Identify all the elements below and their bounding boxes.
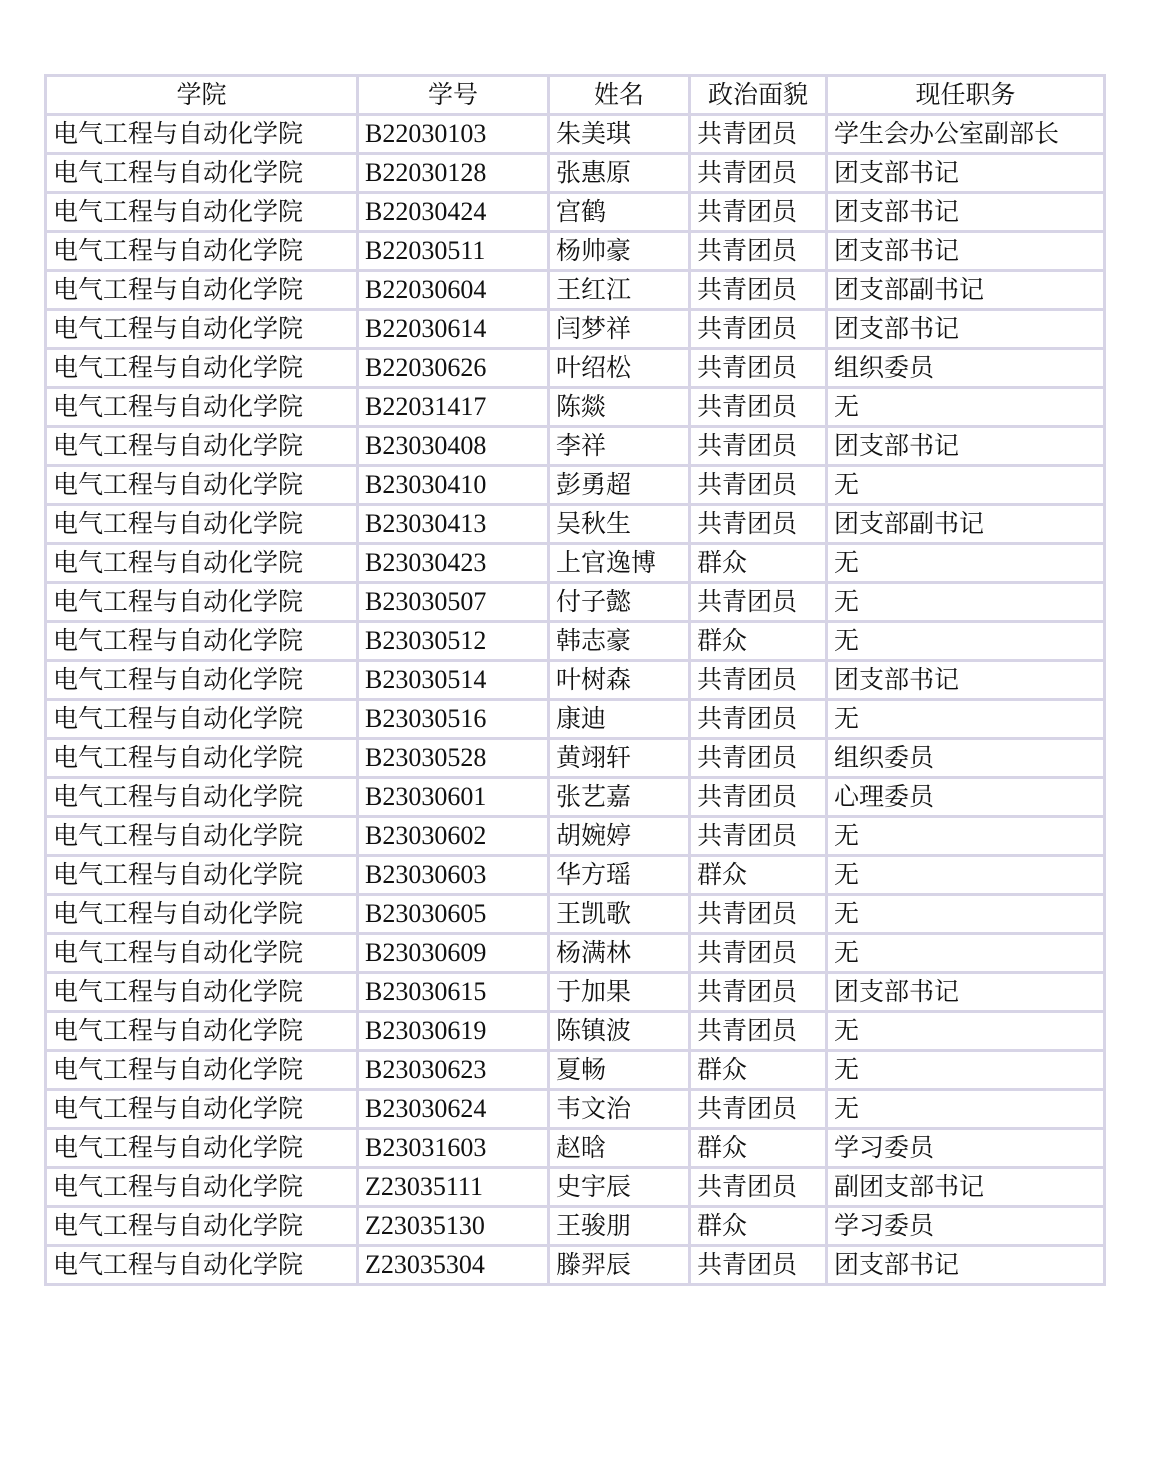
student-roster-table [44,74,1106,1286]
table-row [46,739,1105,778]
cell-college: 电气工程与自动化学院 [46,1051,358,1090]
cell-political-status: 共青团员 [690,466,827,505]
cell-name: 陈燚 [549,388,690,427]
cell-current-position: 学习委员 [827,1207,1105,1246]
cell-political-status: 共青团员 [690,193,827,232]
table-row [46,115,1105,154]
table-row [46,700,1105,739]
table-row [46,856,1105,895]
table-row [46,1090,1105,1129]
table-row [46,349,1105,388]
cell-name: 韦文治 [549,1090,690,1129]
cell-political-status: 群众 [690,1207,827,1246]
cell-current-position: 团支部书记 [827,232,1105,271]
cell-name: 康迪 [549,700,690,739]
cell-political-status: 群众 [690,1129,827,1168]
cell-student-id: B23030603 [358,856,549,895]
cell-student-id: B23030516 [358,700,549,739]
cell-current-position: 心理委员 [827,778,1105,817]
table-row [46,388,1105,427]
cell-student-id: B23030601 [358,778,549,817]
cell-political-status: 共青团员 [690,817,827,856]
cell-college: 电气工程与自动化学院 [46,583,358,622]
table-row [46,1207,1105,1246]
cell-college: 电气工程与自动化学院 [46,115,358,154]
table-row [46,154,1105,193]
cell-college: 电气工程与自动化学院 [46,739,358,778]
cell-current-position: 团支部副书记 [827,271,1105,310]
cell-name: 闫梦祥 [549,310,690,349]
cell-college: 电气工程与自动化学院 [46,388,358,427]
cell-college: 电气工程与自动化学院 [46,934,358,973]
cell-name: 胡婉婷 [549,817,690,856]
cell-student-id: Z23035111 [358,1168,549,1207]
cell-student-id: B22031417 [358,388,549,427]
cell-name: 吴秋生 [549,505,690,544]
cell-current-position: 无 [827,544,1105,583]
cell-student-id: B23031603 [358,1129,549,1168]
cell-student-id: B23030619 [358,1012,549,1051]
cell-current-position: 学习委员 [827,1129,1105,1168]
table-row [46,544,1105,583]
cell-student-id: B23030423 [358,544,549,583]
cell-political-status: 共青团员 [690,700,827,739]
cell-political-status: 共青团员 [690,661,827,700]
cell-current-position: 组织委员 [827,349,1105,388]
cell-student-id: B23030624 [358,1090,549,1129]
cell-current-position: 团支部书记 [827,973,1105,1012]
table-row [46,193,1105,232]
header-name: 姓名 [549,76,690,115]
cell-college: 电气工程与自动化学院 [46,232,358,271]
cell-current-position: 团支部书记 [827,661,1105,700]
cell-current-position: 团支部书记 [827,154,1105,193]
cell-political-status: 群众 [690,1051,827,1090]
cell-student-id: Z23035304 [358,1246,549,1285]
cell-current-position: 无 [827,934,1105,973]
table-body [46,115,1105,1285]
cell-student-id: B23030512 [358,622,549,661]
table-row [46,583,1105,622]
cell-current-position: 无 [827,1012,1105,1051]
table-row [46,505,1105,544]
table-header-row [46,76,1105,115]
table-row [46,1168,1105,1207]
cell-current-position: 无 [827,1051,1105,1090]
cell-current-position: 无 [827,388,1105,427]
table-row [46,1246,1105,1285]
cell-name: 杨帅豪 [549,232,690,271]
cell-student-id: B23030408 [358,427,549,466]
cell-political-status: 共青团员 [690,505,827,544]
cell-college: 电气工程与自动化学院 [46,1246,358,1285]
header-current-position: 现任职务 [827,76,1105,115]
cell-name: 于加果 [549,973,690,1012]
cell-name: 付子懿 [549,583,690,622]
cell-current-position: 团支部书记 [827,310,1105,349]
table-row [46,661,1105,700]
cell-name: 张惠原 [549,154,690,193]
cell-political-status: 共青团员 [690,1246,827,1285]
cell-name: 史宇辰 [549,1168,690,1207]
cell-name: 滕羿辰 [549,1246,690,1285]
table-row [46,973,1105,1012]
cell-student-id: B23030410 [358,466,549,505]
table-row [46,895,1105,934]
table-row [46,310,1105,349]
cell-college: 电气工程与自动化学院 [46,427,358,466]
cell-political-status: 共青团员 [690,973,827,1012]
table-row [46,778,1105,817]
cell-current-position: 无 [827,700,1105,739]
cell-student-id: B23030514 [358,661,549,700]
cell-name: 夏畅 [549,1051,690,1090]
cell-current-position: 学生会办公室副部长 [827,115,1105,154]
cell-political-status: 群众 [690,856,827,895]
cell-name: 杨满林 [549,934,690,973]
cell-college: 电气工程与自动化学院 [46,466,358,505]
table-row [46,466,1105,505]
cell-current-position: 无 [827,895,1105,934]
cell-name: 李祥 [549,427,690,466]
cell-student-id: B23030609 [358,934,549,973]
cell-student-id: B22030604 [358,271,549,310]
cell-name: 叶绍松 [549,349,690,388]
cell-political-status: 共青团员 [690,583,827,622]
cell-student-id: B23030602 [358,817,549,856]
cell-political-status: 共青团员 [690,349,827,388]
cell-political-status: 共青团员 [690,1168,827,1207]
cell-name: 张艺嘉 [549,778,690,817]
cell-political-status: 群众 [690,544,827,583]
cell-student-id: B23030605 [358,895,549,934]
cell-political-status: 共青团员 [690,154,827,193]
cell-name: 王红江 [549,271,690,310]
cell-student-id: B22030103 [358,115,549,154]
cell-college: 电气工程与自动化学院 [46,1207,358,1246]
cell-name: 赵晗 [549,1129,690,1168]
cell-name: 叶树森 [549,661,690,700]
cell-student-id: B23030528 [358,739,549,778]
cell-college: 电气工程与自动化学院 [46,154,358,193]
cell-current-position: 团支部书记 [827,193,1105,232]
header-political-status: 政治面貌 [690,76,827,115]
table-row [46,271,1105,310]
cell-current-position: 副团支部书记 [827,1168,1105,1207]
cell-name: 华方瑶 [549,856,690,895]
cell-political-status: 共青团员 [690,1090,827,1129]
cell-political-status: 共青团员 [690,271,827,310]
cell-college: 电气工程与自动化学院 [46,1012,358,1051]
cell-college: 电气工程与自动化学院 [46,817,358,856]
table-row [46,622,1105,661]
cell-college: 电气工程与自动化学院 [46,271,358,310]
cell-college: 电气工程与自动化学院 [46,778,358,817]
header-college: 学院 [46,76,358,115]
cell-student-id: B22030511 [358,232,549,271]
table-row [46,427,1105,466]
cell-current-position: 团支部副书记 [827,505,1105,544]
cell-current-position: 无 [827,1090,1105,1129]
cell-political-status: 共青团员 [690,232,827,271]
cell-current-position: 组织委员 [827,739,1105,778]
table-row [46,1129,1105,1168]
cell-name: 宫鹤 [549,193,690,232]
cell-political-status: 共青团员 [690,934,827,973]
cell-student-id: B22030614 [358,310,549,349]
cell-name: 王凯歌 [549,895,690,934]
cell-name: 朱美琪 [549,115,690,154]
cell-college: 电气工程与自动化学院 [46,1129,358,1168]
cell-political-status: 共青团员 [690,388,827,427]
cell-name: 上官逸博 [549,544,690,583]
cell-student-id: B22030626 [358,349,549,388]
cell-name: 韩志豪 [549,622,690,661]
cell-college: 电气工程与自动化学院 [46,193,358,232]
cell-current-position: 团支部书记 [827,1246,1105,1285]
table-row [46,1051,1105,1090]
table-row [46,817,1105,856]
cell-student-id: B23030413 [358,505,549,544]
cell-current-position: 无 [827,856,1105,895]
cell-student-id: B23030623 [358,1051,549,1090]
cell-political-status: 共青团员 [690,115,827,154]
cell-name: 彭勇超 [549,466,690,505]
cell-student-id: B23030507 [358,583,549,622]
cell-current-position: 无 [827,817,1105,856]
cell-political-status: 群众 [690,622,827,661]
cell-name: 王骏朋 [549,1207,690,1246]
cell-political-status: 共青团员 [690,1012,827,1051]
cell-college: 电气工程与自动化学院 [46,856,358,895]
table-row [46,1012,1105,1051]
cell-college: 电气工程与自动化学院 [46,544,358,583]
cell-college: 电气工程与自动化学院 [46,895,358,934]
header-student-id: 学号 [358,76,549,115]
cell-college: 电气工程与自动化学院 [46,973,358,1012]
cell-name: 陈镇波 [549,1012,690,1051]
cell-college: 电气工程与自动化学院 [46,700,358,739]
cell-current-position: 团支部书记 [827,427,1105,466]
cell-college: 电气工程与自动化学院 [46,1090,358,1129]
cell-student-id: B22030128 [358,154,549,193]
cell-college: 电气工程与自动化学院 [46,661,358,700]
cell-college: 电气工程与自动化学院 [46,349,358,388]
cell-student-id: B22030424 [358,193,549,232]
cell-political-status: 共青团员 [690,310,827,349]
cell-political-status: 共青团员 [690,778,827,817]
cell-college: 电气工程与自动化学院 [46,1168,358,1207]
cell-college: 电气工程与自动化学院 [46,622,358,661]
cell-student-id: B23030615 [358,973,549,1012]
cell-college: 电气工程与自动化学院 [46,505,358,544]
table-row [46,934,1105,973]
cell-current-position: 无 [827,583,1105,622]
cell-current-position: 无 [827,622,1105,661]
cell-current-position: 无 [827,466,1105,505]
cell-college: 电气工程与自动化学院 [46,310,358,349]
cell-student-id: Z23035130 [358,1207,549,1246]
cell-name: 黄翊轩 [549,739,690,778]
table-row [46,232,1105,271]
cell-political-status: 共青团员 [690,895,827,934]
cell-political-status: 共青团员 [690,427,827,466]
cell-political-status: 共青团员 [690,739,827,778]
